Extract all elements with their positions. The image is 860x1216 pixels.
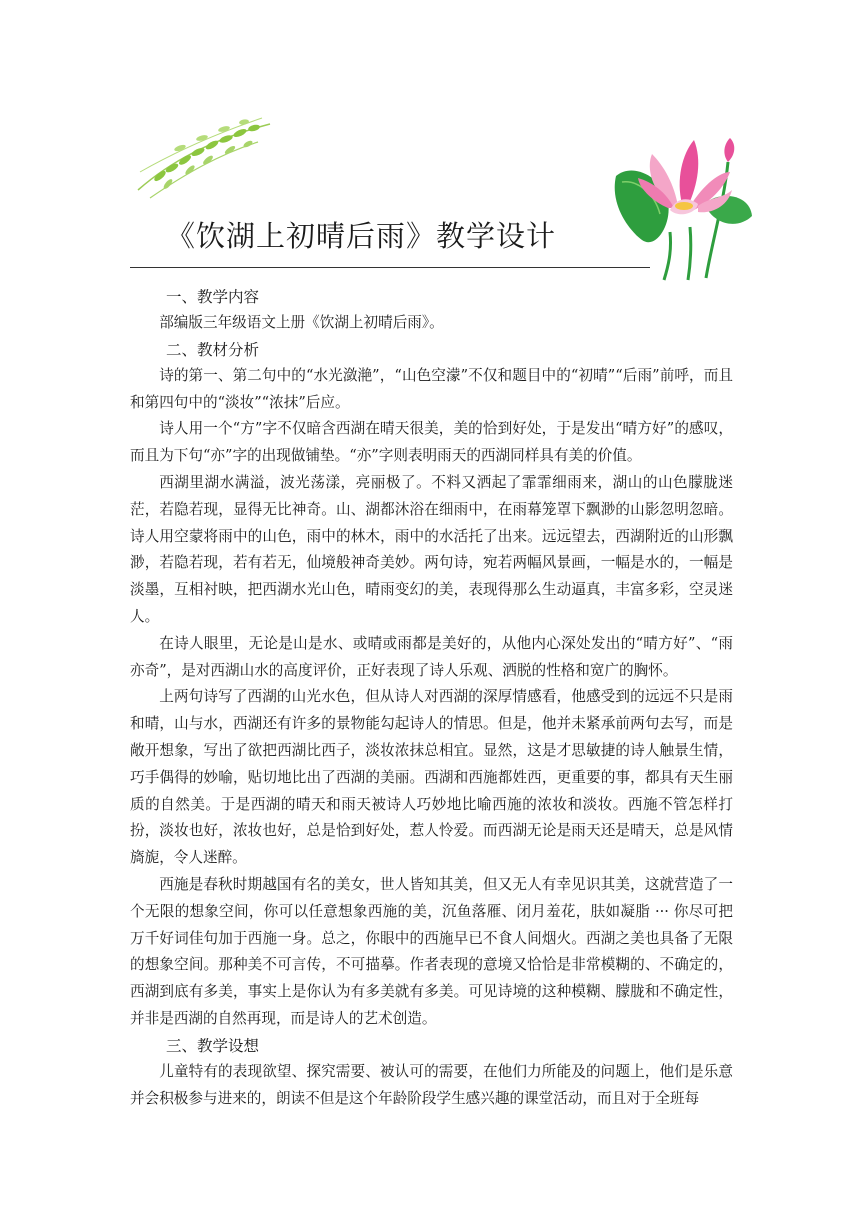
section-heading: 一、教学内容: [166, 288, 260, 306]
paragraph: 西施是春秋时期越国有名的美女，世人皆知其美，但又无人有幸见识其美，这就营造了一个无限的想象空间，你可以任意想象西施的美，沉鱼落雁、闭月羞花，肤如凝脂 ··· 你尽可把万千好词佳句加于西施一身。总之，你眼中的西施早已不食人间烟火。西湖之美也具备了无限的想象空间。那种美不可言传，不可描摹。作者表现的意境又恰恰是非常模糊的、不确定的，西湖到底有多美，事实上是你认为有多美就有多美。可见诗境的这种模糊、朦胧和不确定性，并非是西湖的自然再现，而是诗人的艺术创造。: [130, 875, 733, 1027]
document-body: [130, 284, 733, 1112]
paragraph: 诗的第一、第二句中的“水光潋滟”，“山色空濛”不仅和题目中的“初晴”“后雨”前呼，而且和第四句中的“淡妆”“浓抹”后应。: [130, 366, 733, 411]
paragraph: 西湖里湖水满溢，波光荡漾，亮丽极了。不料又洒起了霏霏细雨来，湖山的山色朦胧迷茫，若隐若现，显得无比神奇。山、湖都沐浴在细雨中，在雨幕笼罩下飘渺的山影忽明忽暗。诗人用空蒙将雨中的山色，雨中的林木，雨中的水活托了出来。远远望去，西湖附近的山形飘渺，若隐若现，若有若无，仙境般神奇美妙。两句诗，宛若两幅风景画，一幅是水的，一幅是淡墨，互相衬映，把西湖水光山色，晴雨变幻的美，表现得那么生动逼真，丰富多彩，空灵迷人。: [130, 473, 733, 625]
willow-leaf-icon: [130, 112, 275, 202]
section-heading: 二、教材分析: [166, 340, 260, 359]
title-divider: [130, 267, 650, 268]
paragraph: 在诗人眼里，无论是山是水、或晴或雨都是美好的，从他内心深处发出的“晴方好”、“雨亦奇”，是对西湖山水的高度评价，正好表现了诗人乐观、洒脱的性格和宽广的胸怀。: [130, 634, 733, 679]
section-heading: 三、教学设想: [166, 1036, 260, 1055]
paragraph: 上两句诗写了西湖的山光水色，但从诗人对西湖的深厚情感看，他感受到的远远不只是雨和晴，山与水，西湖还有许多的景物能勾起诗人的情思。但是，他并未紧承前两句去写，而是敞开想象，写出了欲把西湖比西子，淡妆浓抹总相宜。显然，这是才思敏捷的诗人触景生情，巧手偶得的妙喻，贴切地比出了西湖的美丽。西湖和西施都姓西，更重要的事，都具有天生丽质的自然美。于是西湖的晴天和雨天被诗人巧妙地比喻西施的浓妆和淡妆。西施不管怎样打扮，淡妆也好，浓妆也好，总是恰到好处，惹人怜爱。而西湖无论是雨天还是晴天，总是风情旖旎，令人迷醉。: [130, 688, 733, 867]
document-title: 《饮湖上初晴后雨》教学设计: [166, 219, 557, 253]
lotus-flower-icon: [612, 132, 754, 282]
paragraph: 儿童特有的表现欲望、探究需要、被认可的需要，在他们力所能及的问题上，他们是乐意并会积极参与进来的，朗读不但是这个年龄阶段学生感兴趣的课堂活动，而且对于全班每: [130, 1062, 733, 1107]
paragraph: 诗人用一个“方”字不仅暗含西湖在晴天很美，美的恰到好处，于是发出“晴方好”的感叹，而且为下句“亦”字的出现做铺垫。“亦”字则表明雨天的西湖同样具有美的价值。: [130, 420, 733, 465]
paragraph: 部编版三年级语文上册《饮湖上初晴后雨》。: [159, 314, 444, 331]
